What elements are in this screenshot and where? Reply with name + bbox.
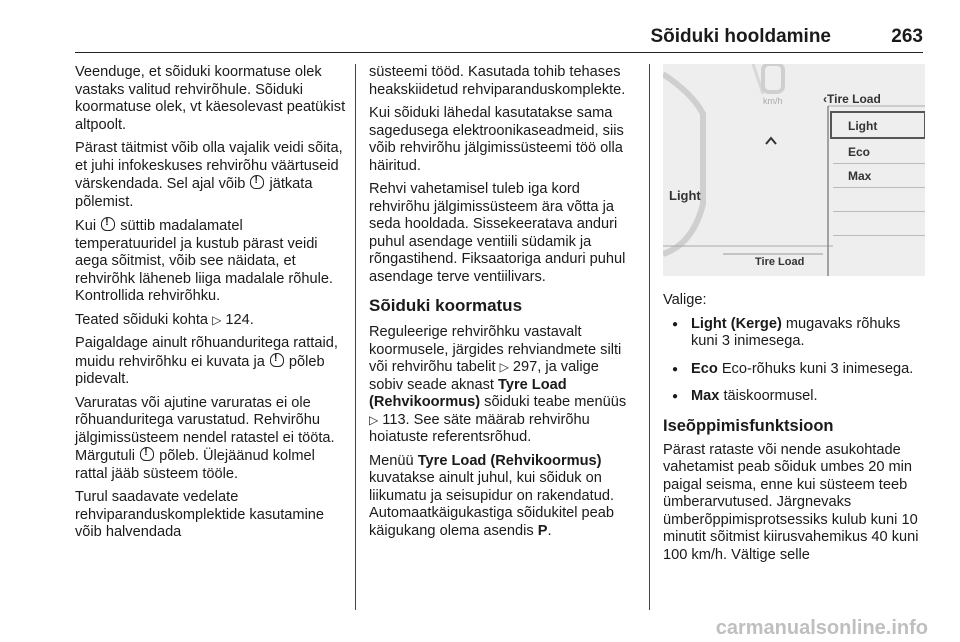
paragraph: Veenduge, et sõiduki koormatuse olek vastaks valitud rehvirõhule. Sõiduki koormatuse olek, vt käesolevast peatükist altpoolt. xyxy=(75,64,346,133)
text: põleb pidevalt. xyxy=(75,353,325,387)
paragraph: Valige: xyxy=(663,292,707,308)
text: Paigaldage ainult rõhuanduritega rattaid, muidu rehvirõhku ei kuvata ja xyxy=(75,335,338,370)
menu-item-empty xyxy=(833,212,925,236)
text: 113. See säte määrab rehvirõhu hoiatuste referentsrõhud. xyxy=(369,411,590,445)
tpms-warning-icon xyxy=(270,353,284,367)
back-button[interactable]: ‹Tire Load xyxy=(823,92,881,106)
section-heading: Sõiduki koormatus xyxy=(369,296,523,315)
text: Reguleerige rehvirõhku vastavalt koormusele, järgides rehviandmete silti või rehvirõhu tabelit xyxy=(369,324,622,375)
list-item xyxy=(663,316,928,351)
paragraph: Kui sõiduki lähedal kasutatakse sama sagedusega elektroonikaseadmeid, siis võib rehvirõhu jälgimissüsteemi töö olla häiritud. xyxy=(369,105,624,174)
paragraph xyxy=(75,217,347,306)
paragraph xyxy=(75,395,347,484)
menu-name: Tyre Load (Rehvikoormus) xyxy=(417,452,602,469)
text: Varuratas või ajutine varuratas ei ole rõhuanduritega varustatud. Rehvirõhu jälgimissüsteem nendel ratastel ei tööta. Märgutuli xyxy=(75,394,335,464)
tpms-warning-icon xyxy=(140,447,154,461)
paragraph xyxy=(75,140,347,211)
paragraph: süsteemi tööd. Kasutada tohib tehases heakskiidetud rehviparanduskomplekte. xyxy=(369,64,626,98)
option-name: Eco xyxy=(691,360,718,377)
column-3 xyxy=(663,292,928,570)
section-heading: Iseõppimisfunktsioon xyxy=(663,416,834,435)
column-1 xyxy=(75,64,347,548)
option-name: Max xyxy=(691,388,720,404)
tpms-warning-icon xyxy=(101,217,115,231)
list-item xyxy=(663,388,928,406)
option-name: Light (Kerge) xyxy=(691,315,782,332)
menu-name: Tyre Load (Rehvikoormus) xyxy=(369,376,567,410)
paragraph xyxy=(75,312,347,330)
paragraph xyxy=(369,324,635,447)
list-item xyxy=(663,361,928,379)
text: jätkata põlemist. xyxy=(75,176,313,210)
paragraph: Pärast rataste või nende asukohtade vahetamist peab sõiduk umbes 20 min paigal seisma, enne kui süsteem teeb ümberarvutused. Järgnevaks ümberõppimisprotsessiks kulub kuni 10 minutit sõitmist kiirusvahemikus 40 kuni 100 km/h. Vältige selle xyxy=(663,441,919,563)
tyre-load-display-image xyxy=(663,64,925,276)
text: põleb. Ülejäänud kolmel rattal jääb süsteem tööle. xyxy=(75,448,315,482)
text: Pärast täitmist võib olla vajalik veidi sõita, et juhi infokeskuses rehvirõhu väärtuseid värskendada. Sel ajal võib xyxy=(75,140,343,192)
menu-item-light[interactable]: Light xyxy=(848,119,878,133)
page-title: Sõiduki hooldamine xyxy=(650,26,831,47)
text: Teated sõiduki kohta xyxy=(75,311,213,328)
column-2 xyxy=(369,64,635,546)
tpms-warning-icon xyxy=(250,175,264,189)
menu-item-max[interactable]: Max xyxy=(833,164,925,188)
paragraph xyxy=(369,453,635,541)
speed-unit: km/h xyxy=(763,96,783,106)
watermark: carmanualsonline.info xyxy=(715,617,928,639)
menu-item-empty xyxy=(833,188,925,212)
text: Kui xyxy=(75,218,101,234)
page-header xyxy=(75,26,923,50)
arrow-right-icon[interactable]: ▷ xyxy=(499,360,509,374)
text: Eco-rõhuks kuni 3 inimesega. xyxy=(717,360,914,377)
back-label: Tire Load xyxy=(827,92,881,106)
current-selection: Light xyxy=(669,188,701,203)
paragraph: Rehvi vahetamisel tuleb iga kord rehvirõhu jälgimissüsteem ära võtta ja seda hooldada. Sissekeeratava anduri puhul asendage ventiili südamik ja rõngastihend. Fiksaatoriga anduri puhul asendage terve ventiilivars. xyxy=(369,181,626,285)
text: süttib madalamatel temperatuuridel ja kustub pärast veidi aega sõitmist, võib see näidata, et rehvirõhk läheneb liiga madalale rõhule. Kontrollida rehvirõhku. xyxy=(75,218,333,304)
arrow-right-icon[interactable]: ▷ xyxy=(369,412,379,427)
paragraph xyxy=(75,335,347,389)
paragraph: Turul saadavate vedelate rehviparanduskomplektide kasutamine võib halvendada xyxy=(75,489,325,540)
gear-position: P xyxy=(537,522,548,539)
column-divider xyxy=(649,64,650,610)
arrow-right-icon[interactable]: ▷ xyxy=(212,312,222,327)
column-divider xyxy=(355,64,356,610)
text: kuvatakse ainult juhul, kui sõiduk on liikumatu ja seisupidur on rakendatud. Automaatkäigukastiga sõidukitel peab käigukang olema asendis xyxy=(369,470,615,539)
header-rule xyxy=(75,52,923,53)
option-list xyxy=(663,316,928,406)
page-number: 263 xyxy=(891,26,923,47)
text: täiskoormusel. xyxy=(719,388,818,404)
page-ref[interactable]: 124. xyxy=(221,311,254,328)
text: Menüü xyxy=(369,452,418,469)
text: mugavaks rõhuks kuni 3 inimesega. xyxy=(691,315,901,349)
text: 297, ja valige sobiv seade aknast xyxy=(369,359,599,393)
bottom-title: Tire Load xyxy=(755,256,805,268)
menu-item-eco[interactable]: Eco xyxy=(833,140,925,164)
text: sõiduki teabe menüüs xyxy=(480,394,627,410)
text: . xyxy=(547,522,552,539)
